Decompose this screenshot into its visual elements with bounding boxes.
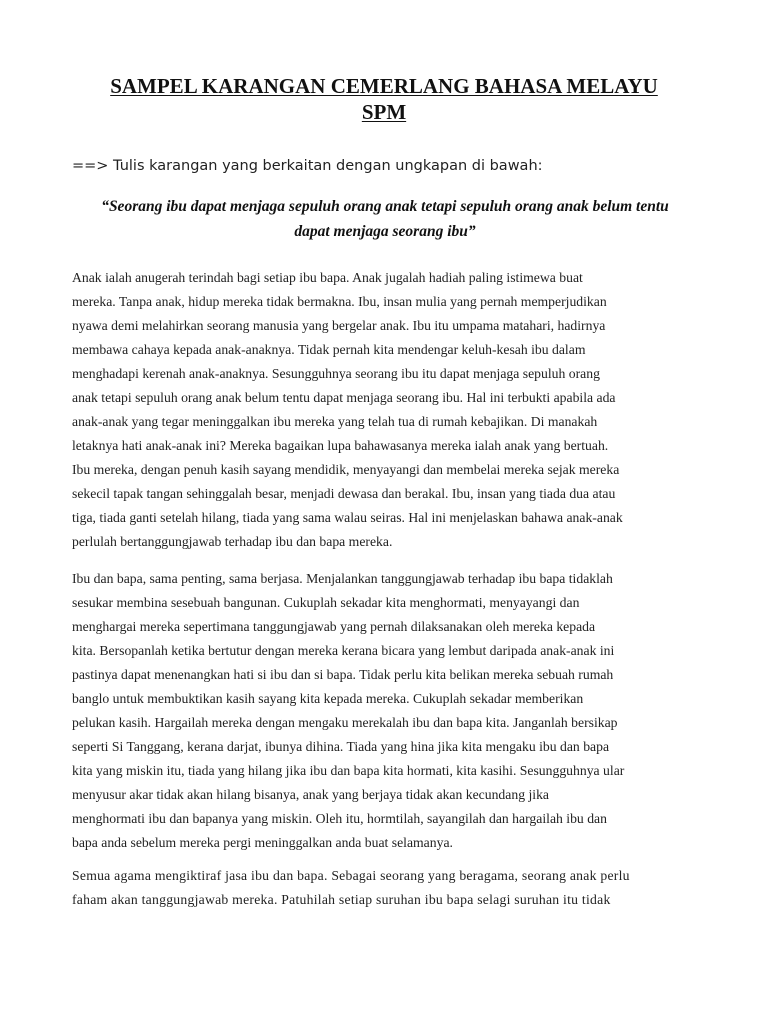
paragraph-line: mereka. Tanpa anak, hidup mereka tidak bermakna. Ibu, insan mulia yang pernah memperjudikan — [72, 294, 607, 309]
paragraph-line: menghadapi kerenah anak-anaknya. Sesungguhnya seorang ibu itu dapat menjaga sepuluh orang — [72, 366, 600, 381]
document-title-line-2: SPM — [361, 100, 407, 124]
paragraph-line: menyusur akar tidak akan hilang bisanya, anak yang berjaya tidak akan kecundang jika — [72, 787, 549, 802]
paragraph-line: Ibu dan bapa, sama penting, sama berjasa. Menjalankan tanggungjawab terhadap ibu bapa tidaklah — [72, 571, 613, 586]
paragraph-line: Semua agama mengiktiraf jasa ibu dan bapa. Sebagai seorang yang beragama, seorang anak perlu — [72, 868, 630, 883]
paragraph-line: letaknya hati anak-anak ini? Mereka bagaikan lupa bahawasanya mereka ialah anak yang bertuah. — [72, 438, 609, 453]
essay-instruction: ==> Tulis karangan yang berkaitan dengan ungkapan di bawah: — [72, 158, 543, 174]
paragraph-line: sesukar membina sesebuah bangunan. Cukuplah sekadar kita menghormati, menyayangi dan — [72, 595, 580, 610]
paragraph-line: anak-anak yang tegar meninggalkan ibu mereka yang telah tua di rumah kebajikan. Di manakah — [72, 414, 598, 429]
paragraph-line: pelukan kasih. Hargailah mereka dengan mengaku merekalah ibu dan bapa kita. Janganlah bersikap — [72, 715, 618, 730]
paragraph-line: pastinya dapat menenangkan hati si ibu dan si bapa. Tidak perlu kita belikan mereka sebuah rumah — [72, 667, 614, 682]
paragraph-line: bapa anda sebelum mereka pergi meninggalkan anda buat selamanya. — [72, 835, 453, 850]
paragraph-line: anak tetapi sepuluh orang anak belum tentu dapat menjaga seorang ibu. Hal ini terbukti apabila ada — [72, 390, 616, 405]
paragraph-line: Anak ialah anugerah terindah bagi setiap ibu bapa. Anak jugalah hadiah paling istimewa buat — [72, 270, 583, 285]
paragraph-line: nyawa demi melahirkan seorang manusia yang bergelar anak. Ibu itu umpama matahari, hadirnya — [72, 318, 606, 333]
paragraph-2 — [72, 567, 712, 855]
paragraph-line: tiga, tiada ganti setelah hilang, tiada yang sama walau seiras. Hal ini menjelaskan bahawa anak-anak — [72, 510, 623, 525]
paragraph-line: menghormati ibu dan bapanya yang miskin. Oleh itu, hormtilah, sayangilah dan hargailah ibu dan — [72, 811, 607, 826]
paragraph-line: membawa cahaya kepada anak-anaknya. Tidak pernah kita mendengar keluh-kesah ibu dalam — [72, 342, 586, 357]
paragraph-line: kita. Bersopanlah ketika bertutur dengan mereka kerana bicara yang lembut daripada anak-anak ini — [72, 643, 615, 658]
paragraph-line: banglo untuk membuktikan kasih sayang kita kepada mereka. Cukuplah sekadar memberikan — [72, 691, 584, 706]
paragraph-3 — [72, 864, 712, 912]
essay-quote-line-2: dapat menjaga seorang ibu” — [294, 223, 476, 240]
paragraph-line: kita yang miskin itu, tiada yang hilang jika ibu dan bapa kita hormati, kita kasihi. Sesungguhnya ular — [72, 763, 625, 778]
paragraph-line: perlulah bertanggungjawab terhadap ibu dan bapa mereka. — [72, 534, 393, 549]
paragraph-line: menghargai mereka sepertimana tanggungjawab yang pernah dilaksanakan oleh mereka kepada — [72, 619, 596, 634]
paragraph-line: seperti Si Tanggang, kerana darjat, ibunya dihina. Tiada yang hina jika kita mengaku ibu dan bapa — [72, 739, 610, 754]
document-title-line-1: SAMPEL KARANGAN CEMERLANG BAHASA MELAYU — [110, 74, 658, 98]
essay-quote-line-1: “Seorang ibu dapat menjaga sepuluh orang anak tetapi sepuluh orang anak belum tentu — [101, 198, 669, 215]
paragraph-1 — [72, 266, 712, 554]
paragraph-line: Ibu mereka, dengan penuh kasih sayang mendidik, menyayangi dan membelai mereka sejak mereka — [72, 462, 620, 477]
paragraph-line: faham akan tanggungjawab mereka. Patuhilah setiap suruhan ibu bapa selagi suruhan itu tidak — [72, 892, 611, 907]
paragraph-line: sekecil tapak tangan sehinggalah besar, menjadi dewasa dan berakal. Ibu, insan yang tiada dua atau — [72, 486, 616, 501]
